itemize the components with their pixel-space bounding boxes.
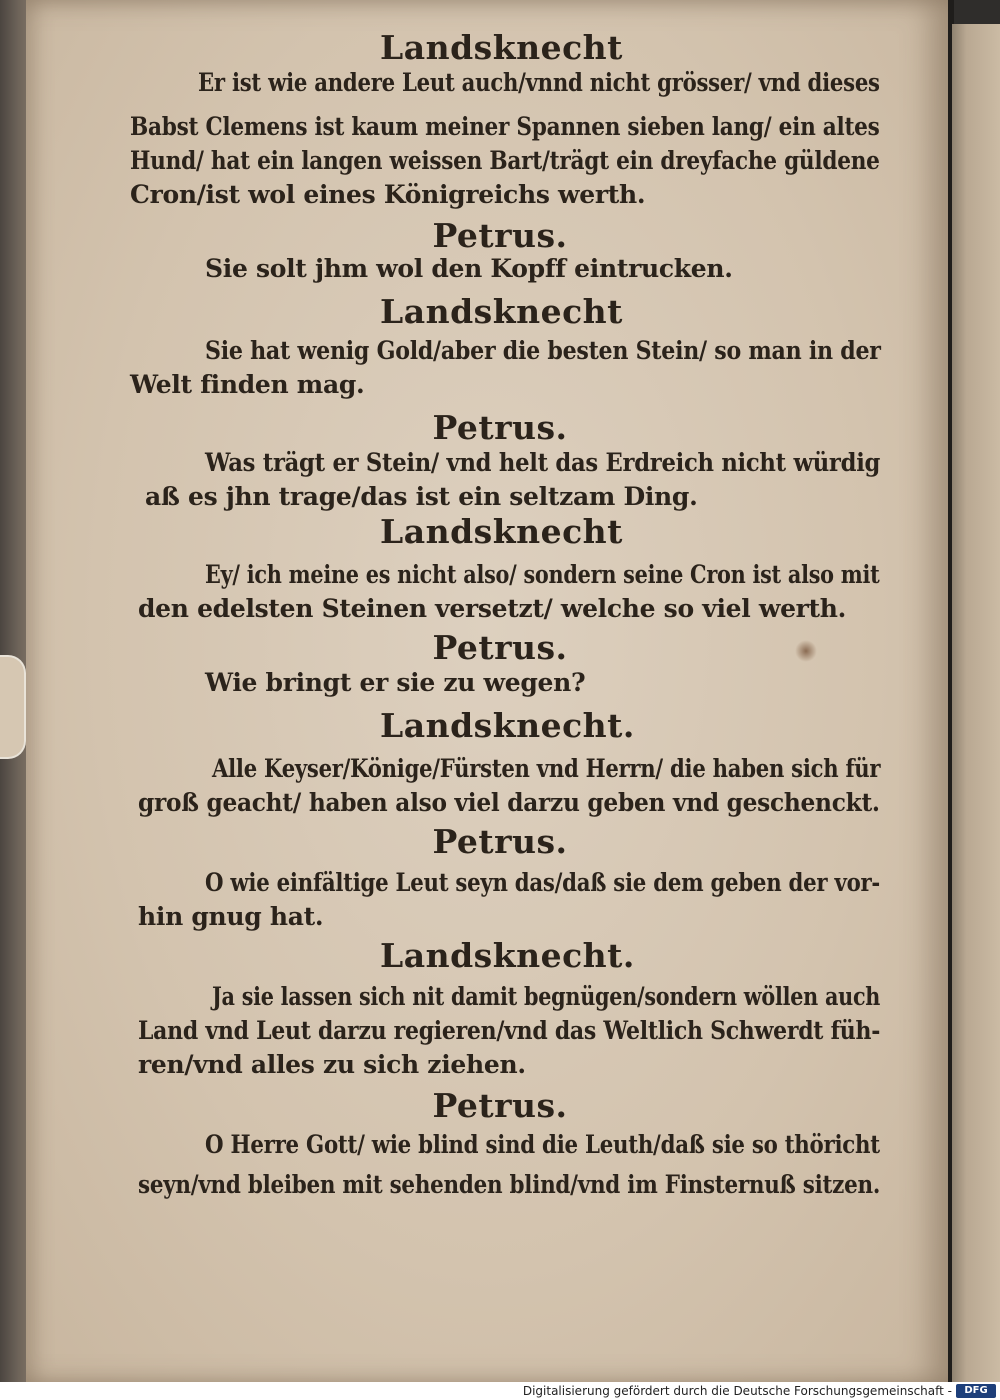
text-line: Sie solt jhm wol den Kopff eintrucken.: [205, 254, 733, 283]
text-line: Ja sie lassen sich nit damit begnügen/sondern wöllen auch: [212, 982, 881, 1011]
text-line: groß geacht/ haben also viel darzu geben vnd geschenckt.: [138, 788, 880, 817]
text-line: hin gnug hat.: [138, 902, 324, 931]
text-line: O wie einfältige Leut seyn das/daß sie dem geben der vor-: [205, 868, 881, 897]
speaker-heading: Landsknecht.: [380, 936, 635, 975]
speaker-heading: Petrus.: [432, 822, 568, 861]
speaker-heading: Landsknecht: [380, 292, 623, 331]
speaker-heading: Landsknecht.: [380, 706, 635, 745]
text-line: O Herre Gott/ wie blind sind die Leuth/daß sie so thöricht: [205, 1130, 880, 1159]
text-line: Wie bringt er sie zu wegen?: [205, 668, 586, 697]
text-line: Was trägt er Stein/ vnd helt das Erdreich nicht würdig: [205, 448, 881, 477]
text-line: Alle Keyser/Könige/Fürsten vnd Herrn/ die haben sich für: [212, 754, 881, 783]
text-line: Babst Clemens ist kaum meiner Spannen sieben lang/ ein altes: [130, 112, 880, 141]
text-line: seyn/vnd bleiben mit sehenden blind/vnd im Finsternuß sitzen.: [138, 1170, 881, 1199]
speaker-heading: Petrus.: [432, 628, 568, 667]
funding-credit: Digitalisierung gefördert durch die Deutsche Forschungsgemeinschaft -: [522, 1384, 952, 1398]
speaker-heading: Petrus.: [432, 216, 568, 255]
speaker-heading: Landsknecht: [380, 512, 623, 551]
speaker-heading: Petrus.: [432, 408, 568, 447]
text-line: Cron/ist wol eines Königreichs werth.: [130, 180, 646, 209]
speaker-heading: Petrus.: [432, 1086, 568, 1125]
text-line: ren/vnd alles zu sich ziehen.: [138, 1050, 526, 1079]
text-line: Ey/ ich meine es nicht also/ sondern seine Cron ist also mit: [205, 560, 880, 589]
footer-bar: [0, 1382, 1000, 1400]
text-line: Land vnd Leut darzu regieren/vnd das Weltlich Schwerdt füh-: [138, 1016, 881, 1045]
text-line: Sie hat wenig Gold/aber die besten Stein/ so man in der: [205, 336, 881, 365]
text-line: Welt finden mag.: [130, 370, 365, 399]
text-line: aß es jhn trage/das ist ein seltzam Ding.: [145, 482, 698, 511]
text-line: den edelsten Steinen versetzt/ welche so viel werth.: [138, 594, 847, 623]
speaker-heading: Landsknecht: [380, 28, 623, 67]
dfg-logo: DFG: [956, 1384, 996, 1398]
text-line: Hund/ hat ein langen weissen Bart/trägt ein dreyfache güldene: [130, 146, 880, 175]
text-line: Er ist wie andere Leut auch/vnnd nicht grösser/ vnd dieses: [198, 68, 880, 97]
